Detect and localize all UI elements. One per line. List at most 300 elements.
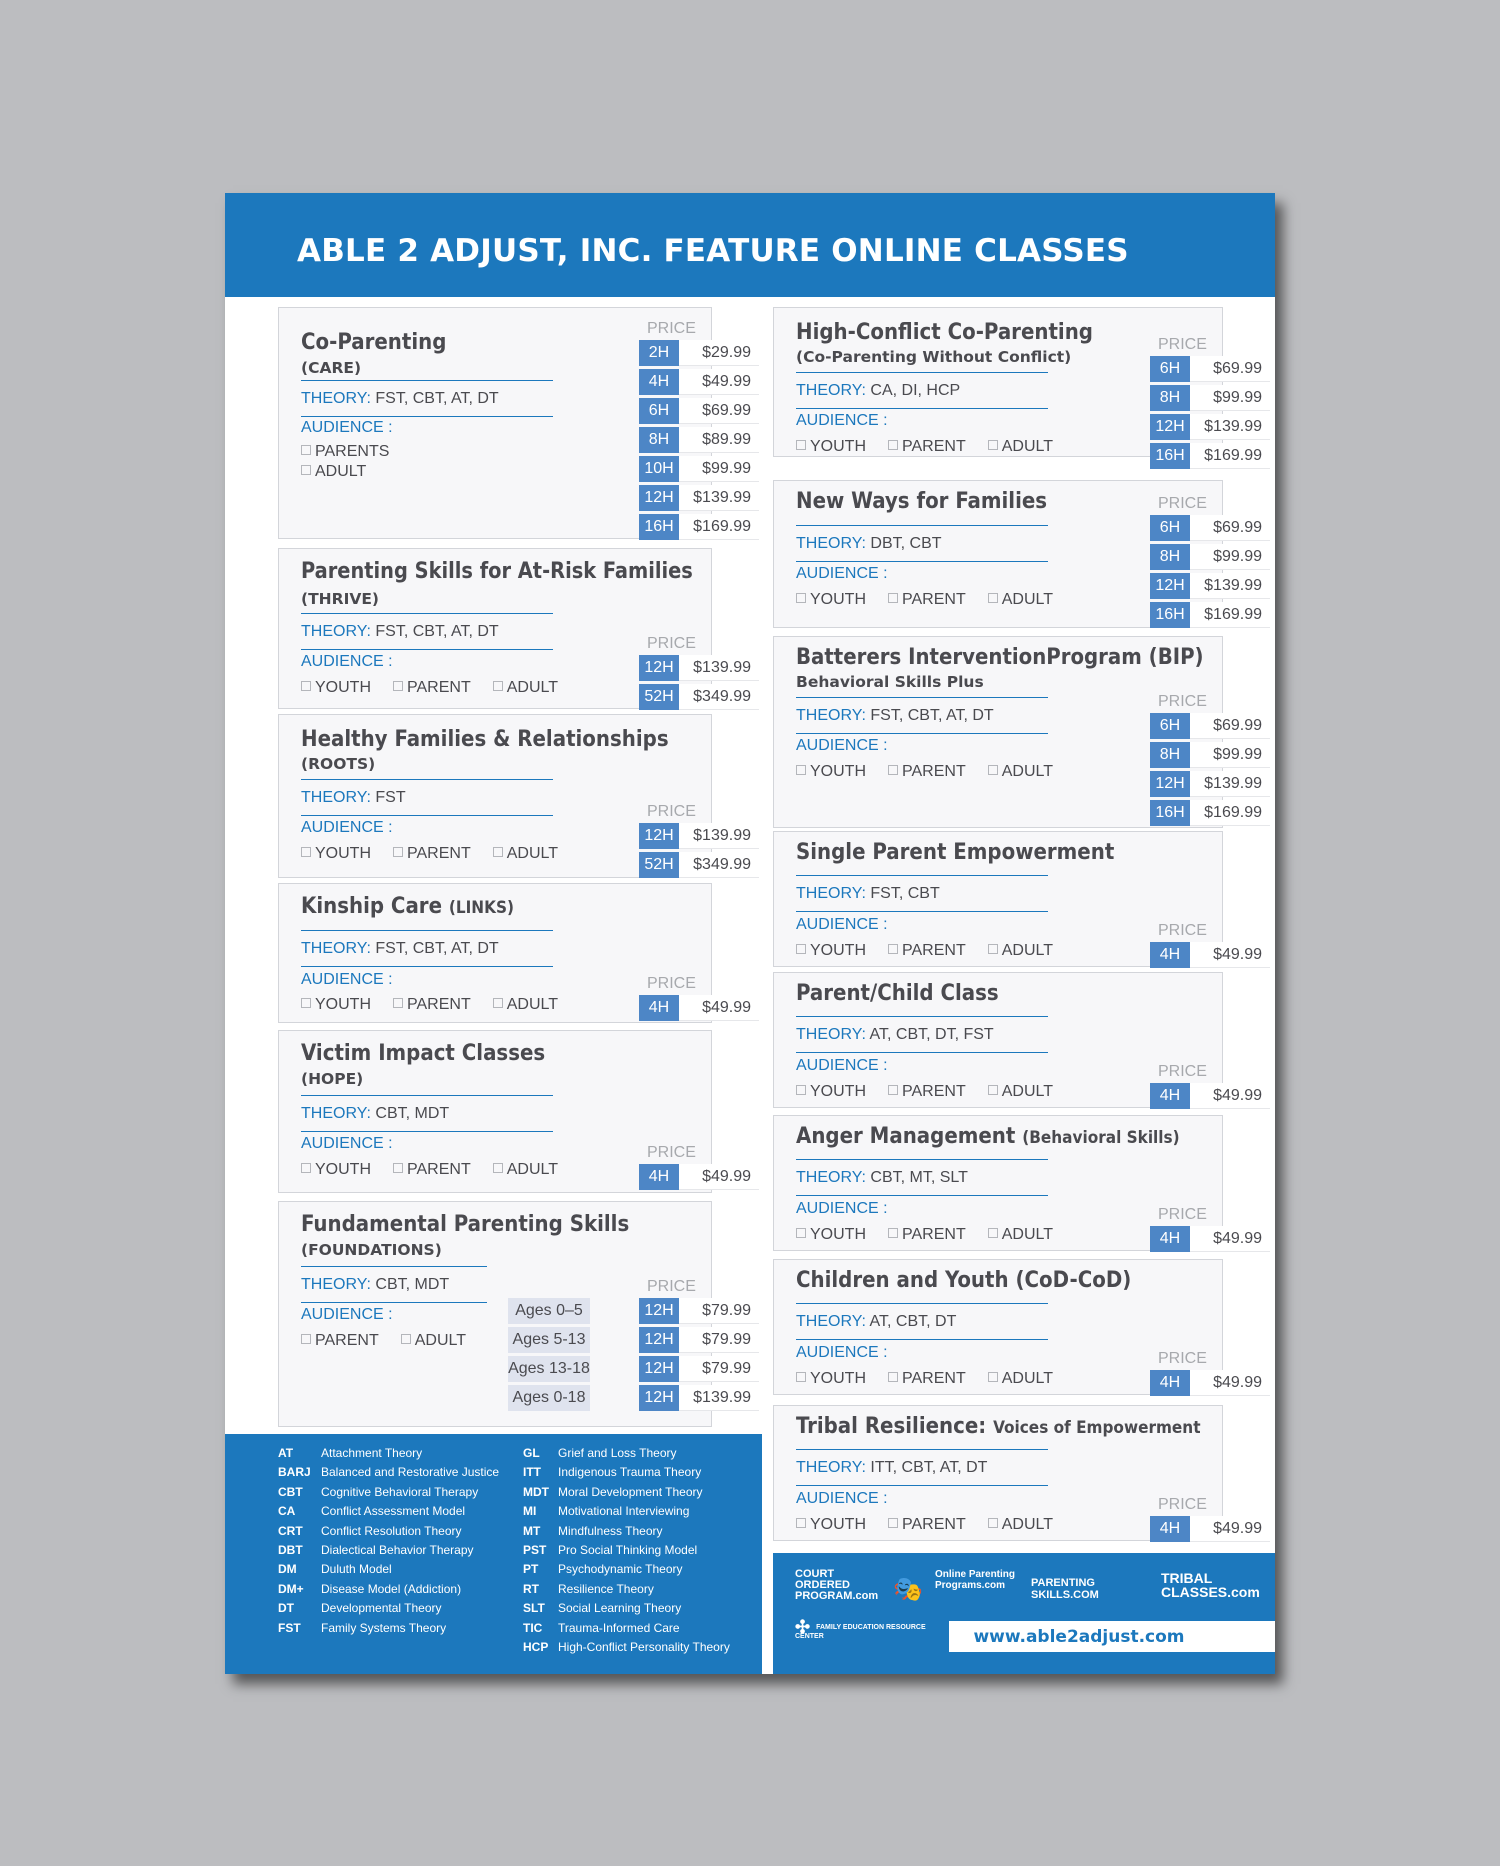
price-value: $49.99	[1190, 1370, 1270, 1396]
hours-badge: 16H	[1150, 602, 1190, 628]
audience-option-label: PARENT	[902, 763, 966, 780]
checkbox[interactable]	[796, 1518, 806, 1528]
audience-option-label: YOUTH	[810, 1516, 866, 1533]
price-row	[1150, 573, 1270, 599]
audience-option-youth[interactable]	[796, 763, 866, 781]
checkbox[interactable]	[301, 445, 311, 455]
price-label: PRICE	[647, 635, 696, 652]
theory-label: THEORY:	[796, 885, 866, 902]
legend-row	[278, 1465, 499, 1484]
theory-line	[301, 1105, 449, 1123]
theory-divider	[301, 815, 553, 816]
price-value: $169.99	[679, 514, 759, 540]
theory-value: FST, CBT	[870, 885, 940, 902]
audience-option-youth[interactable]	[796, 942, 866, 960]
checkbox[interactable]	[301, 465, 311, 475]
price-row	[639, 340, 759, 366]
legend-name: Social Learning Theory	[558, 1601, 682, 1616]
hours-badge: 4H	[1150, 942, 1190, 968]
legend-abbrev: CRT	[278, 1523, 303, 1538]
legend-row	[278, 1562, 499, 1581]
legend-row	[523, 1601, 730, 1620]
audience-option-adult[interactable]	[493, 996, 558, 1014]
checkbox[interactable]	[301, 681, 311, 691]
checkbox[interactable]	[888, 593, 898, 603]
class-title	[796, 840, 1114, 865]
price-row	[639, 485, 759, 511]
legend-row	[523, 1504, 730, 1523]
checkbox[interactable]	[888, 440, 898, 450]
audience-option-adult[interactable]	[988, 591, 1053, 609]
legend-name: Trauma-Informed Care	[558, 1620, 680, 1635]
checkbox[interactable]	[493, 998, 503, 1008]
theory-line	[796, 1169, 968, 1187]
theory-line	[301, 789, 406, 807]
price-row	[1150, 1083, 1270, 1109]
price-label: PRICE	[1158, 1206, 1207, 1223]
legend-row	[523, 1446, 730, 1465]
title-divider	[796, 525, 1048, 526]
checkbox[interactable]	[988, 944, 998, 954]
price-row	[639, 456, 759, 482]
audience-option-label: YOUTH	[315, 996, 371, 1013]
class-subtitle: (ROOTS)	[301, 755, 376, 773]
audience-option-label: PARENTS	[315, 443, 390, 460]
checkbox[interactable]	[796, 1372, 806, 1382]
class-title-suffix: (Behavioral Skills)	[1022, 1128, 1180, 1148]
checkbox[interactable]	[988, 440, 998, 450]
audience-label: AUDIENCE :	[796, 1057, 888, 1074]
checkbox[interactable]	[393, 998, 403, 1008]
legend-row	[278, 1524, 499, 1543]
checkbox[interactable]	[493, 681, 503, 691]
legend-column-2	[523, 1446, 730, 1659]
price-value: $169.99	[1190, 602, 1270, 628]
theory-label: THEORY:	[796, 707, 866, 724]
audience-option-youth[interactable]	[796, 1370, 866, 1388]
audience-option-youth[interactable]	[301, 845, 371, 863]
legend-name: Dialectical Behavior Therapy	[321, 1542, 474, 1557]
audience-options	[301, 1332, 488, 1350]
checkbox[interactable]	[301, 998, 311, 1008]
checkbox[interactable]	[493, 1163, 503, 1173]
audience-option-youth[interactable]	[796, 591, 866, 609]
family-education-resource-center-logo	[795, 1617, 935, 1641]
audience-option-adult[interactable]	[988, 1516, 1053, 1534]
audience-option-label: YOUTH	[810, 1370, 866, 1387]
audience-option-adult[interactable]	[493, 1161, 558, 1179]
theory-value: CBT, MDT	[375, 1276, 450, 1293]
class-card-high-conflict	[773, 307, 1262, 464]
price-label: PRICE	[1158, 1496, 1207, 1513]
audience-option-label: ADULT	[1001, 1370, 1053, 1387]
theory-value: FST, CBT, AT, DT	[375, 623, 499, 640]
audience-option-parent[interactable]	[888, 591, 966, 609]
audience-option-label: ADULT	[414, 1332, 466, 1349]
checkbox[interactable]	[393, 847, 403, 857]
class-subtitle: (FOUNDATIONS)	[301, 1241, 442, 1259]
checkbox[interactable]	[796, 944, 806, 954]
hours-badge: 12H	[639, 1298, 679, 1324]
audience-option-adult[interactable]	[401, 1332, 466, 1350]
class-title-suffix: Voices of Empowerment	[993, 1418, 1201, 1438]
audience-option-label: PARENT	[902, 591, 966, 608]
class-subtitle: (CARE)	[301, 359, 362, 377]
audience-option-parents[interactable]	[301, 443, 389, 461]
hours-badge: 4H	[1150, 1516, 1190, 1542]
hours-badge: 12H	[1150, 771, 1190, 797]
class-card-links	[278, 883, 751, 1023]
theory-label: THEORY:	[301, 1276, 371, 1293]
theory-value: FST, CBT, AT, DT	[375, 940, 499, 957]
class-title	[301, 894, 514, 919]
legend-name: Attachment Theory	[321, 1446, 423, 1460]
class-title-main: Kinship Care	[301, 894, 442, 919]
title-divider	[796, 875, 1048, 876]
hours-badge: 16H	[1150, 443, 1190, 469]
court-ordered-program-logo: COURT ORDERED PROGRAM.com	[795, 1568, 879, 1602]
audience-option-adult[interactable]	[988, 1226, 1053, 1244]
checkbox[interactable]	[988, 593, 998, 603]
audience-option-label: ADULT	[1001, 438, 1053, 455]
audience-option-label: YOUTH	[810, 438, 866, 455]
price-row	[508, 1327, 751, 1353]
age-range: Ages 13-18	[508, 1356, 590, 1382]
audience-line	[796, 1490, 888, 1508]
price-value: $79.99	[679, 1298, 759, 1324]
checkbox[interactable]	[888, 1372, 898, 1382]
audience-option-label: YOUTH	[315, 1161, 371, 1178]
class-card-hope	[278, 1030, 751, 1193]
audience-option-label: PARENT	[902, 1370, 966, 1387]
audience-option-youth[interactable]	[301, 996, 371, 1014]
audience-option-adult[interactable]	[988, 763, 1053, 781]
theory-value: CBT, MDT	[375, 1105, 450, 1122]
checkbox[interactable]	[301, 1163, 311, 1173]
class-title	[796, 1414, 1201, 1439]
audience-option-youth[interactable]	[301, 679, 371, 697]
legend-name: Pro Social Thinking Model	[558, 1542, 698, 1557]
price-label: PRICE	[647, 803, 696, 820]
price-value: $99.99	[1190, 742, 1270, 768]
theory-line	[796, 1459, 987, 1477]
price-label: PRICE	[1158, 693, 1207, 710]
family-education-icon: ✣	[795, 1617, 811, 1637]
audience-option-label: PARENT	[407, 1161, 471, 1178]
theory-divider	[796, 408, 1048, 409]
title-divider	[796, 697, 1048, 698]
audience-options	[301, 996, 580, 1014]
audience-label: AUDIENCE :	[796, 565, 888, 582]
hours-badge: 16H	[1150, 800, 1190, 826]
audience-option-parent[interactable]	[393, 996, 471, 1014]
legend-abbrev: MT	[523, 1523, 541, 1538]
audience-option-youth[interactable]	[796, 1083, 866, 1101]
legend-row	[278, 1621, 499, 1640]
legend-abbrev: DM+	[278, 1581, 304, 1596]
audience-option-adult[interactable]	[988, 942, 1053, 960]
tribal-classes-logo: TRIBAL CLASSES.com	[1161, 1570, 1260, 1600]
legend-abbrev: MI	[523, 1504, 537, 1519]
price-row	[639, 1164, 759, 1190]
class-title	[301, 1212, 629, 1237]
price-value: $29.99	[679, 340, 759, 366]
audience-options	[796, 1370, 1075, 1388]
theory-label: THEORY:	[796, 1313, 866, 1330]
online-parenting-programs-logo: Online Parenting Programs.com	[935, 1569, 1016, 1591]
audience-option-parent[interactable]	[888, 1226, 966, 1244]
price-label: PRICE	[647, 320, 696, 337]
checkbox[interactable]	[988, 1085, 998, 1095]
title-divider	[796, 1449, 1048, 1450]
price-row	[1150, 544, 1270, 570]
theory-divider	[301, 1302, 487, 1303]
audience-option-label: PARENT	[407, 996, 471, 1013]
price-value: $99.99	[679, 456, 759, 482]
audience-option-adult[interactable]	[301, 463, 389, 481]
price-row	[1150, 1226, 1270, 1252]
theory-line	[301, 390, 499, 408]
audience-option-adult[interactable]	[988, 1083, 1053, 1101]
audience-option-youth[interactable]	[796, 1226, 866, 1244]
legend-abbrev: SLT	[523, 1601, 545, 1616]
legend-name: Duluth Model	[321, 1562, 392, 1577]
legend-abbrev: PT	[523, 1562, 539, 1577]
theory-label: THEORY:	[301, 940, 371, 957]
checkbox[interactable]	[796, 593, 806, 603]
audience-options	[301, 443, 411, 483]
checkbox[interactable]	[988, 1228, 998, 1238]
checkbox[interactable]	[888, 1518, 898, 1528]
class-subtitle: (Co-Parenting Without Conflict)	[796, 348, 1072, 366]
theory-label: THEORY:	[796, 1026, 866, 1043]
flyer-sheet	[225, 193, 1275, 1674]
price-row	[639, 995, 759, 1021]
price-value: $49.99	[1190, 1083, 1270, 1109]
audience-line	[301, 1135, 393, 1153]
audience-option-youth[interactable]	[796, 438, 866, 456]
checkbox[interactable]	[796, 1085, 806, 1095]
legend-row	[278, 1485, 499, 1504]
legend-row	[278, 1543, 499, 1562]
class-card-roots	[278, 714, 751, 878]
audience-option-adult[interactable]	[988, 1370, 1053, 1388]
price-value: $49.99	[1190, 1226, 1270, 1252]
class-title-main: Tribal Resilience:	[796, 1414, 987, 1439]
title-divider	[796, 1016, 1048, 1017]
audience-option-parent[interactable]	[393, 1161, 471, 1179]
price-value: $69.99	[1190, 515, 1270, 541]
audience-line	[796, 916, 888, 934]
audience-option-label: PARENT	[407, 845, 471, 862]
audience-label: AUDIENCE :	[301, 653, 393, 670]
price-value: $139.99	[679, 655, 759, 681]
legend-name: Grief and Loss Theory	[558, 1446, 677, 1460]
theory-label: THEORY:	[796, 535, 866, 552]
audience-option-parent[interactable]	[888, 1083, 966, 1101]
audience-option-label: ADULT	[506, 996, 558, 1013]
audience-option-youth[interactable]	[301, 1161, 371, 1179]
class-title	[796, 981, 999, 1006]
audience-option-parent[interactable]	[888, 438, 966, 456]
hours-badge: 12H	[639, 655, 679, 681]
audience-option-label: PARENT	[902, 1083, 966, 1100]
theory-value: CA, DI, HCP	[870, 382, 961, 399]
theory-value: FST	[375, 789, 406, 806]
legend-abbrev: DBT	[278, 1542, 303, 1557]
theory-line	[301, 940, 499, 958]
audience-option-adult[interactable]	[493, 845, 558, 863]
theory-line	[796, 535, 942, 553]
title-divider	[796, 1159, 1048, 1160]
audience-option-adult[interactable]	[493, 679, 558, 697]
legend-name: Family Systems Theory	[321, 1620, 447, 1635]
theory-divider	[796, 1339, 1048, 1340]
price-value: $169.99	[1190, 443, 1270, 469]
audience-options	[796, 942, 1075, 960]
legend-abbrev: AT	[278, 1446, 294, 1460]
checkbox[interactable]	[301, 847, 311, 857]
price-value: $139.99	[679, 485, 759, 511]
checkbox[interactable]	[888, 944, 898, 954]
audience-label: AUDIENCE :	[301, 819, 393, 836]
audience-label: AUDIENCE :	[301, 419, 393, 436]
class-title	[301, 1041, 545, 1066]
audience-options	[301, 679, 580, 697]
class-title	[301, 727, 669, 752]
hours-badge: 4H	[639, 995, 679, 1021]
class-title-main: Victim Impact Classes	[301, 1041, 546, 1066]
legend-name: Conflict Assessment Model	[321, 1504, 466, 1519]
audience-label: AUDIENCE :	[796, 1344, 888, 1361]
audience-option-label: YOUTH	[810, 591, 866, 608]
class-title	[796, 1124, 1180, 1149]
audience-option-parent[interactable]	[888, 763, 966, 781]
price-value: $99.99	[1190, 544, 1270, 570]
legend-name: Indigenous Trauma Theory	[558, 1465, 702, 1480]
audience-option-label: YOUTH	[810, 942, 866, 959]
theory-line	[796, 382, 960, 400]
theory-divider	[301, 416, 553, 417]
audience-option-parent[interactable]	[393, 845, 471, 863]
legend-name: Motivational Interviewing	[558, 1504, 690, 1519]
theory-label: THEORY:	[796, 382, 866, 399]
checkbox[interactable]	[888, 1228, 898, 1238]
legend-name: Disease Model (Addiction)	[321, 1581, 462, 1596]
audience-option-parent[interactable]	[888, 1370, 966, 1388]
hours-badge: 4H	[1150, 1083, 1190, 1109]
audience-line	[796, 1057, 888, 1075]
audience-option-youth[interactable]	[796, 1516, 866, 1534]
legend-row	[278, 1446, 499, 1465]
price-value: $69.99	[1190, 713, 1270, 739]
class-title-main: New Ways for Families	[796, 489, 1048, 514]
hours-badge: 6H	[1150, 515, 1190, 541]
hours-badge: 12H	[639, 823, 679, 849]
price-value: $49.99	[679, 1164, 759, 1190]
title-divider	[796, 372, 1048, 373]
class-title	[301, 330, 446, 355]
checkbox[interactable]	[401, 1334, 411, 1344]
website-url-box[interactable]	[949, 1621, 1275, 1652]
checkbox[interactable]	[988, 765, 998, 775]
theory-line	[796, 1313, 956, 1331]
checkbox[interactable]	[888, 1085, 898, 1095]
legend-abbrev: DT	[278, 1601, 294, 1616]
legend-name: Psychodynamic Theory	[558, 1562, 683, 1577]
checkbox[interactable]	[888, 765, 898, 775]
legend-row	[278, 1601, 499, 1620]
theory-line	[796, 1026, 994, 1044]
price-row	[1150, 742, 1270, 768]
audience-options	[796, 1226, 1075, 1244]
audience-option-label: PARENT	[902, 1516, 966, 1533]
checkbox[interactable]	[796, 765, 806, 775]
checkbox[interactable]	[301, 1334, 311, 1344]
audience-option-label: PARENT	[902, 438, 966, 455]
price-row	[1150, 356, 1270, 382]
legend-name: High-Conflict Personality Theory	[558, 1639, 730, 1654]
legend-abbrev: GL	[523, 1446, 540, 1460]
audience-label: AUDIENCE :	[796, 1200, 888, 1217]
class-title	[796, 1268, 1131, 1293]
price-value: $49.99	[679, 369, 759, 395]
audience-option-adult[interactable]	[988, 438, 1053, 456]
theory-line	[301, 1276, 449, 1294]
theory-label: THEORY:	[301, 623, 371, 640]
price-row	[639, 369, 759, 395]
audience-option-parent[interactable]	[888, 1516, 966, 1534]
legend-name: Conflict Resolution Theory	[321, 1523, 462, 1538]
audience-option-label: PARENT	[902, 942, 966, 959]
checkbox[interactable]	[393, 1163, 403, 1173]
website-url[interactable]: www.able2adjust.com	[973, 1627, 1185, 1647]
price-row	[639, 655, 759, 681]
price-row	[1150, 942, 1270, 968]
price-row	[639, 398, 759, 424]
price-label: PRICE	[647, 975, 696, 992]
theory-divider	[796, 561, 1048, 562]
price-value: $49.99	[1190, 1516, 1270, 1542]
audience-option-label: ADULT	[506, 1161, 558, 1178]
class-subtitle: Behavioral Skills Plus	[796, 673, 984, 691]
audience-label: AUDIENCE :	[796, 737, 888, 754]
audience-option-parent[interactable]	[888, 942, 966, 960]
legend-abbrev: TIC	[523, 1620, 543, 1635]
theory-value: AT, CBT, DT	[869, 1313, 957, 1330]
audience-option-parent[interactable]	[301, 1332, 379, 1350]
audience-label: AUDIENCE :	[796, 412, 888, 429]
checkbox[interactable]	[393, 681, 403, 691]
checkbox[interactable]	[493, 847, 503, 857]
checkbox[interactable]	[988, 1372, 998, 1382]
theory-value: FST, CBT, AT, DT	[870, 707, 994, 724]
legend-row	[523, 1621, 730, 1640]
checkbox[interactable]	[796, 440, 806, 450]
checkbox[interactable]	[988, 1518, 998, 1528]
theory-label: THEORY:	[301, 390, 371, 407]
class-card-children-youth	[773, 1259, 1262, 1395]
checkbox[interactable]	[796, 1228, 806, 1238]
price-row	[1150, 1370, 1270, 1396]
class-card-new-ways	[773, 480, 1262, 628]
class-card-anger	[773, 1115, 1262, 1251]
hours-badge: 52H	[639, 852, 679, 878]
audience-option-label: ADULT	[1001, 591, 1053, 608]
audience-option-parent[interactable]	[393, 679, 471, 697]
legend-abbrev: FST	[278, 1620, 301, 1635]
hours-badge: 16H	[639, 514, 679, 540]
